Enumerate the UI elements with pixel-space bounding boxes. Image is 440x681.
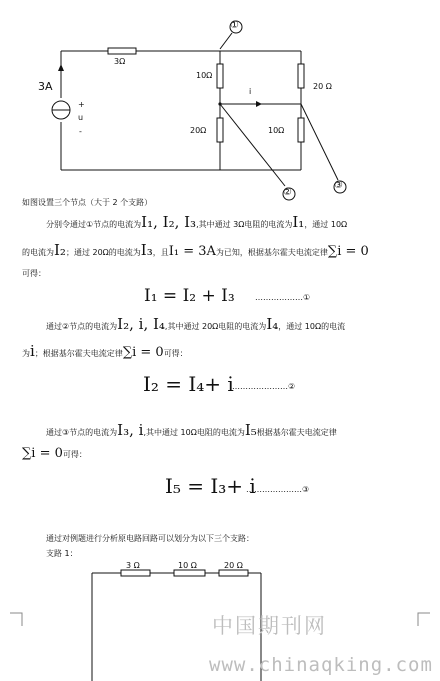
p1-line3: 可得：	[22, 269, 46, 278]
p1-var-i1: I₁	[292, 213, 305, 231]
p1-text-g: 为已知，根据基尔霍夫电流定律	[215, 248, 328, 257]
p1-line2	[22, 241, 369, 259]
leader-node2	[220, 104, 285, 186]
r-top-label: 3Ω	[114, 57, 126, 66]
node1-marker: ①	[230, 20, 239, 31]
p1-var-i1-3a: I₁ = 3A	[168, 244, 216, 259]
p3-var-i5: I₅	[244, 421, 257, 439]
branch1-heading: 支路 1：	[46, 549, 78, 558]
watermark-cn: 中国期刊网	[212, 614, 327, 638]
source-voltage-label: u	[78, 113, 84, 122]
c2-resistor-10ohm	[174, 570, 205, 576]
source-arrow	[58, 64, 64, 71]
p2-text-b: ,其中通过 20Ω电阻的电流为	[164, 322, 267, 331]
p3-vars: I₃, i	[117, 421, 144, 439]
p2-sum: ∑i = 0	[122, 345, 164, 360]
equation-3: I₅ = I₃+ i	[165, 474, 256, 498]
p2-line1	[46, 315, 346, 333]
p1-text-d: 的电流为	[22, 248, 54, 257]
p1-text-c: ，通过 10Ω	[304, 220, 348, 229]
p3-line1	[46, 421, 337, 439]
equation-1: I₁ = I₂ + I₃	[144, 286, 235, 306]
p2-vars: I₂, i, I₄	[117, 315, 165, 333]
p2-text-f: 可得：	[163, 349, 188, 358]
corner-mark-left	[10, 613, 22, 626]
c2-resistor-20ohm	[219, 570, 248, 576]
equation-3-tag: …………………③	[246, 485, 310, 494]
p2-var-i4: I₄	[266, 315, 279, 333]
p2-text-a: 通过②节点的电流为	[46, 322, 118, 331]
p1-text-f: ，且	[152, 248, 169, 257]
p1-text-e: ；通过 20Ω的电流为	[65, 248, 141, 257]
p1-vars: I₁, I₂, I₃	[141, 213, 197, 231]
watermark-url: www.chinaqking.com	[209, 654, 433, 676]
p3-text-b: ,其中通过 10Ω电阻的电流为	[143, 428, 245, 437]
i-arrow	[256, 101, 262, 107]
resistor-mid-lower	[217, 118, 223, 142]
equation-1-tag: ………………①	[255, 293, 311, 302]
leader-node1	[220, 33, 232, 49]
p2-line2	[22, 342, 188, 360]
p1-line1	[46, 213, 348, 231]
corner-mark-right	[418, 613, 430, 626]
p1-var-i2: I₂	[54, 241, 66, 259]
p2-text-d: 为	[22, 349, 30, 358]
p3-sum: ∑i = 0	[22, 446, 63, 461]
p3-text-a: 通过③节点的电流为	[46, 428, 118, 437]
c2-r2-label: 10 Ω	[178, 561, 197, 570]
p3-text-c: 根据基尔霍夫电流定律	[256, 428, 337, 437]
p3-text-d: 可得：	[62, 450, 87, 459]
p1-text-b: ,其中通过 3Ω电阻的电流为	[196, 220, 293, 229]
r-mid-lower-label: 20Ω	[190, 126, 207, 135]
equation-2-tag: …………………②	[232, 382, 296, 391]
current-i-label: i	[249, 87, 252, 96]
leader-node3	[301, 104, 338, 180]
resistor-3ohm	[108, 48, 136, 54]
p1-var-i3: I₃	[140, 241, 153, 259]
p2-text-e: ；根据基尔霍夫电流定律	[34, 349, 123, 358]
p3-line2	[22, 448, 87, 461]
r-right-lower-label: 10Ω	[268, 126, 285, 135]
p4-text: 通过对例题进行分析原电路回路可以划分为以下三个支路：	[46, 534, 254, 543]
c2-r3-label: 20 Ω	[224, 561, 243, 570]
equation-2: I₂ = I₄+ i	[143, 372, 234, 396]
p2-var-i: i	[30, 342, 35, 360]
resistor-right-lower	[298, 118, 304, 142]
source-plus: +	[78, 100, 85, 109]
source-current-label: 3A	[38, 80, 53, 93]
r-mid-upper-label: 10Ω	[196, 71, 213, 80]
p1-text-a: 分别令通过①节点的电流为	[46, 220, 142, 229]
p2-text-c: ，通过 10Ω的电流	[278, 322, 346, 331]
r-right-upper-label: 20 Ω	[313, 82, 332, 91]
resistor-right-upper	[298, 64, 304, 88]
c2-r1-label: 3 Ω	[126, 561, 140, 570]
node3-marker: ③	[334, 180, 343, 191]
node2-marker: ②	[283, 187, 292, 198]
c2-resistor-3ohm	[121, 570, 150, 576]
resistor-mid-upper	[217, 64, 223, 88]
source-minus: -	[79, 127, 82, 136]
intro-text: 如图设置三个节点（大于 2 个支路）	[22, 198, 153, 207]
p1-sum: ∑i = 0	[327, 244, 369, 259]
